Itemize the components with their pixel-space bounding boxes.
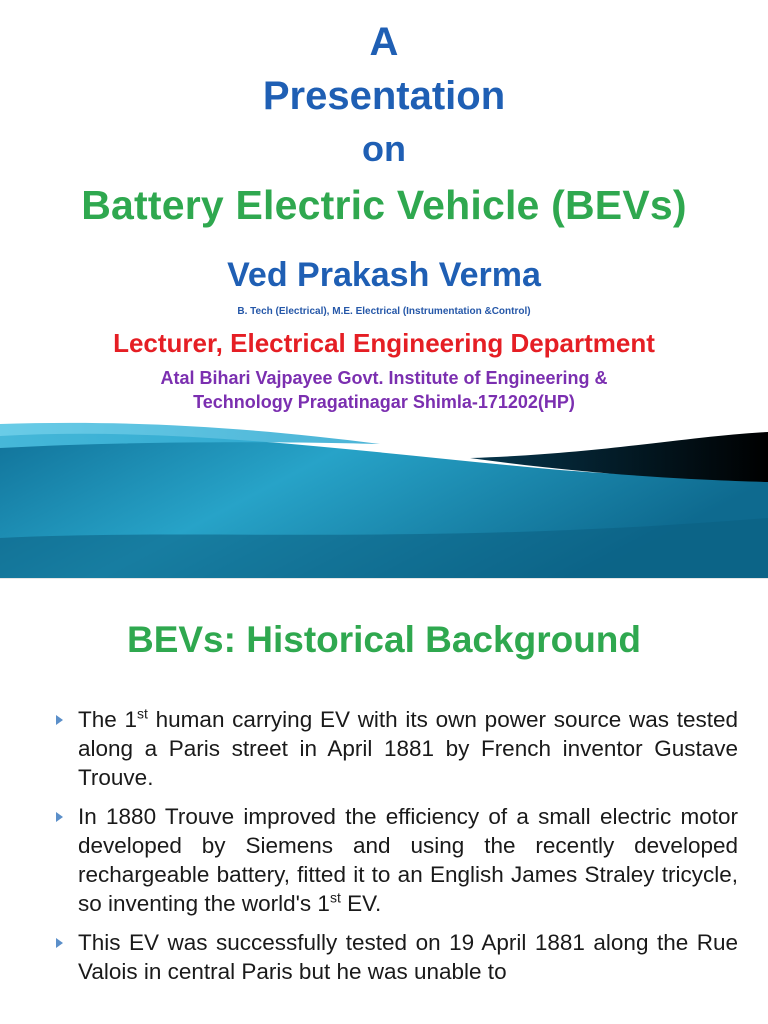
bullet-item xyxy=(52,802,738,918)
bullet-list xyxy=(52,705,738,996)
superscript: st xyxy=(137,705,148,722)
author-role: Lecturer, Electrical Engineering Department xyxy=(113,328,655,358)
bullet-arrow-icon xyxy=(56,715,63,725)
bullet-arrow-icon xyxy=(56,938,63,948)
bullet-text xyxy=(78,928,738,986)
institute-line-1: Atal Bihari Vajpayee Govt. Institute of Engineering & xyxy=(160,368,608,388)
author-qualifications: B. Tech (Electrical), M.E. Electrical (Instrumentation &Control) xyxy=(237,306,531,317)
title-presentation: Presentation xyxy=(262,74,506,118)
bullet-item xyxy=(52,928,738,986)
title-on: on xyxy=(362,128,406,169)
history-slide xyxy=(0,578,768,1024)
text-segment: This EV was successfully tested on 19 April 1881 along the Rue Valois in central Paris but he was unable to xyxy=(78,930,738,984)
text-segment: In 1880 Trouve improved the efficiency of a small electric motor developed by Siemens and using the recently developed rechargeable battery, fitted it to an English James Straley tricycle, so inventing the world's 1 xyxy=(78,804,738,916)
title-a: A xyxy=(369,20,399,64)
text-segment: The 1 xyxy=(78,707,138,732)
bullet-arrow-icon xyxy=(56,812,63,822)
text-segment: EV. xyxy=(340,891,382,916)
author-name: Ved Prakash Verma xyxy=(227,256,541,294)
decorative-wave-banner xyxy=(0,418,768,578)
bullet-text xyxy=(78,802,738,918)
presentation-topic: Battery Electric Vehicle (BEVs) xyxy=(81,182,687,228)
bullet-text xyxy=(78,705,738,792)
institute-line-2: Technology Pragatinagar Shimla-171202(HP) xyxy=(193,392,575,412)
text-segment: human carrying EV with its own power source was tested along a Paris street in April 1881 by French inventor Gustave Trouve. xyxy=(78,707,738,790)
slide-title: BEVs: Historical Background xyxy=(126,619,641,660)
superscript: st xyxy=(329,889,341,906)
bullet-item xyxy=(52,705,738,792)
